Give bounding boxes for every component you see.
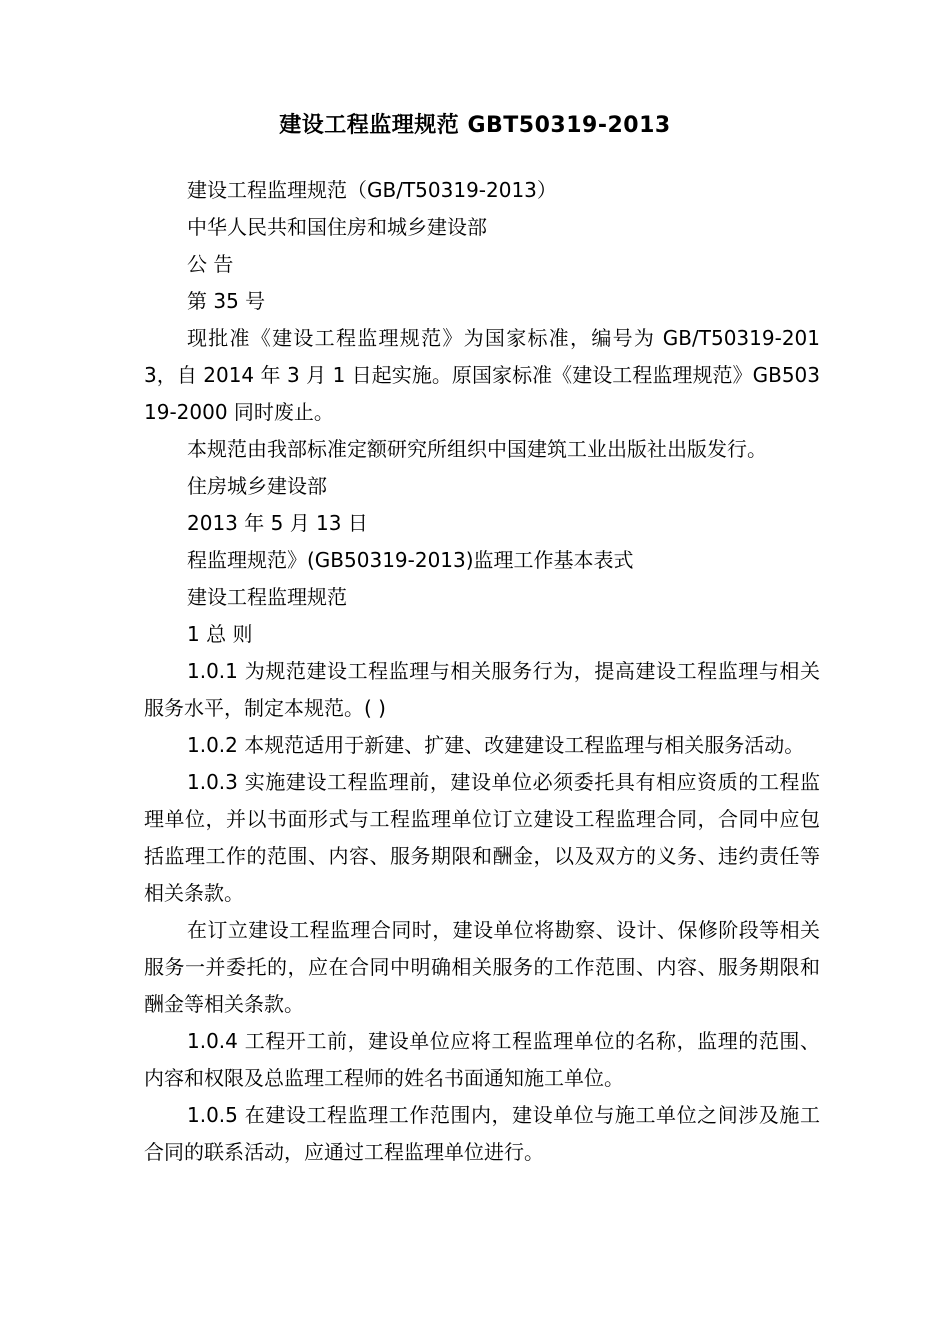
paragraph-clause-1-0-5: 1.0.5 在建设工程监理工作范围内，建设单位与施工单位之间涉及施工合同的联系活动，应通过工程监理单位进行。 — [144, 1103, 820, 1164]
paragraph-forms: 程监理规范》(GB50319-2013)监理工作基本表式 — [187, 548, 634, 572]
paragraph-ministry: 中华人民共和国住房和城乡建设部 — [187, 215, 487, 239]
paragraph-clause-1-0-4: 1.0.4 工程开工前，建设单位应将工程监理单位的名称，监理的范围、内容和权限及总监理工程师的姓名书面通知施工单位。 — [144, 1029, 820, 1090]
paragraph-clause-1-0-2: 1.0.2 本规范适用于新建、扩建、改建建设工程监理与相关服务活动。 — [187, 733, 805, 757]
paragraph-issuer: 住房城乡建设部 — [187, 474, 327, 498]
paragraph-announcement: 公 告 — [187, 252, 234, 276]
paragraph-date: 2013 年 5 月 13 日 — [187, 511, 368, 535]
paragraph-number: 第 35 号 — [187, 289, 266, 313]
paragraph-clause-1-0-3: 1.0.3 实施建设工程监理前，建设单位必须委托具有相应资质的工程监理单位，并以书面形式与工程监理单位订立建设工程监理合同，合同中应包括监理工作的范围、内容、服务期限和酬金，以及双方的义务、违约责任等相关条款。 — [144, 770, 820, 905]
paragraph-spec-title: 建设工程监理规范 — [187, 585, 347, 609]
document-title: 建设工程监理规范 GBT50319-2013 — [279, 113, 671, 138]
paragraph-chapter-heading: 1 总 则 — [187, 622, 253, 646]
paragraph-clause-1-0-1: 1.0.1 为规范建设工程监理与相关服务行为，提高建设工程监理与相关服务水平，制定本规范。( ) — [144, 659, 820, 720]
document-body — [144, 172, 820, 1171]
paragraph-standard-name: 建设工程监理规范（GB/T50319-2013） — [187, 178, 557, 202]
paragraph-clause-1-0-3-continued: 在订立建设工程监理合同时，建设单位将勘察、设计、保修阶段等相关服务一并委托的，应在合同中明确相关服务的工作范围、内容、服务期限和酬金等相关条款。 — [144, 918, 820, 1016]
paragraph-approval: 现批准《建设工程监理规范》为国家标准，编号为 GB/T50319-2013，自 2014 年 3 月 1 日起实施。原国家标准《建设工程监理规范》GB50319-2000 同时废止。 — [144, 326, 820, 424]
paragraph-publisher: 本规范由我部标准定额研究所组织中国建筑工业出版社出版发行。 — [187, 437, 767, 461]
